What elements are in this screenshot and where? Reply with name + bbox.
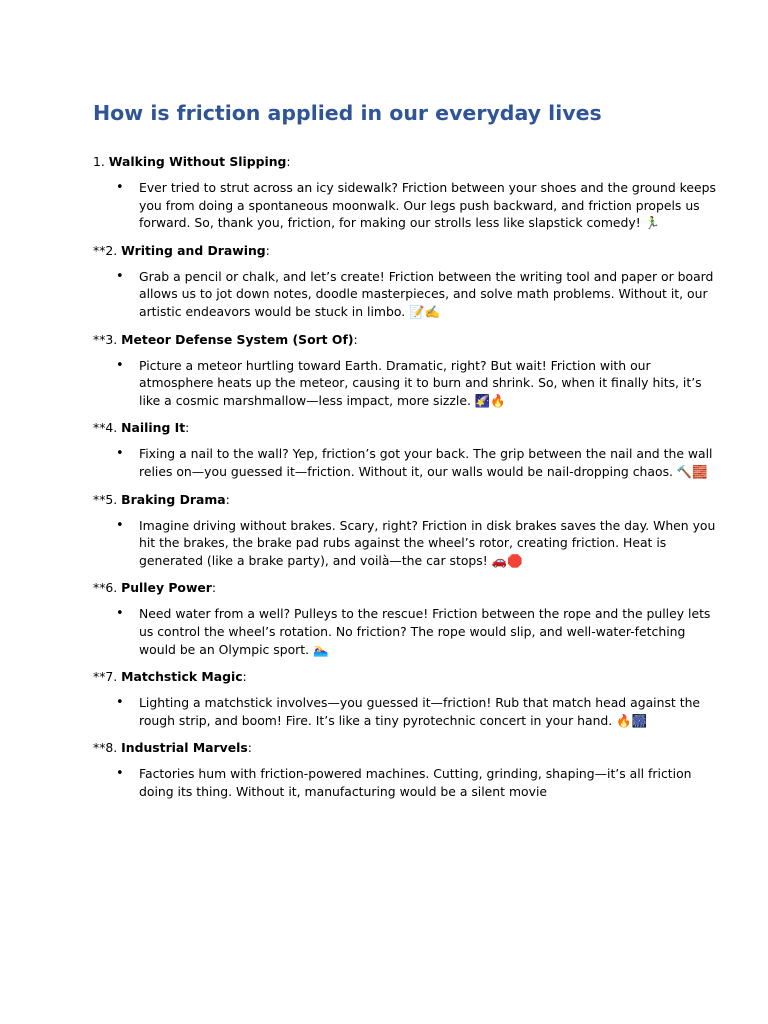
- section-term: Industrial Marvels: [121, 740, 248, 756]
- section-list: [93, 152, 716, 809]
- section-term: Meteor Defense System (Sort Of): [121, 331, 354, 347]
- bullet-icon: •: [116, 268, 124, 284]
- bullet-paragraph: [93, 179, 716, 232]
- section-colon: :: [265, 242, 270, 258]
- bullet-icon: •: [116, 695, 124, 711]
- section-heading: [93, 330, 683, 349]
- list-item: [93, 330, 702, 410]
- section-heading: [93, 152, 683, 171]
- paragraph-line: Ever tried to strut across an icy sidewalk? Friction between your shoes and the ground keeps: [139, 180, 716, 195]
- section-heading: [93, 418, 683, 437]
- paragraph-line: would be an Olympic sport. 🏊‍♀️: [139, 641, 329, 657]
- section-heading: [93, 490, 683, 509]
- section-colon: :: [247, 740, 252, 756]
- paragraph-line: doing its thing. Without it, manufacturing would be a silent movie: [139, 783, 548, 799]
- paragraph-line: Fixing a nail to the wall? Yep, friction’s got your back. The grip between the nail and the wall: [139, 446, 713, 462]
- list-item: [93, 418, 713, 480]
- section-number: **5.: [93, 491, 122, 507]
- section-heading: [93, 241, 683, 260]
- paragraph-line: relies on—you guessed it—friction. Without it, our walls would be nail-dropping chaos. 🔨🧱: [139, 463, 708, 479]
- list-item: [93, 667, 701, 729]
- bullet-paragraph: [93, 445, 713, 480]
- bullet-paragraph: [93, 694, 701, 729]
- paragraph-line: you from doing a spontaneous moonwalk. Our legs push backward, and friction propels us: [139, 197, 700, 213]
- section-number: **3.: [93, 331, 122, 347]
- paragraph-line: like a cosmic marshmallow—less impact, more sizzle. 🌠🔥: [139, 392, 506, 408]
- bullet-paragraph: [93, 765, 692, 800]
- bullet-icon: •: [116, 517, 124, 533]
- bullet-paragraph: [93, 357, 702, 410]
- section-term: Pulley Power: [121, 580, 212, 596]
- section-number: **7.: [93, 669, 122, 685]
- bullet-icon: •: [116, 357, 124, 373]
- section-heading: [93, 738, 683, 757]
- bullet-paragraph: [93, 517, 716, 570]
- section-number: **2.: [93, 242, 122, 258]
- list-item: [93, 152, 716, 232]
- paragraph-line: Factories hum with friction-powered machines. Cutting, grinding, shaping—it’s all friction: [139, 766, 692, 782]
- list-item: [93, 490, 716, 570]
- list-item: [93, 241, 714, 321]
- section-heading: [93, 667, 683, 686]
- section-colon: :: [211, 580, 217, 596]
- list-item: [93, 738, 692, 800]
- paragraph-line: generated (like a brake party), and voilà—the car stops! 🚗🛑: [139, 552, 523, 568]
- bullet-paragraph: [93, 605, 711, 658]
- list-item: [93, 578, 711, 658]
- page-title: How is friction applied in our everyday lives: [93, 101, 602, 125]
- section-colon: :: [242, 669, 247, 685]
- paragraph-line: hit the brakes, the brake pad rubs against the wheel’s rotor, creating friction. Heat is: [139, 535, 667, 551]
- paragraph-line: us control the wheel’s rotation. No friction? The rope would slip, and well-water-fetching: [139, 623, 686, 639]
- section-colon: :: [286, 154, 291, 169]
- paragraph-line: Imagine driving without brakes. Scary, right? Friction in disk brakes saves the day. When you: [139, 517, 716, 533]
- bullet-icon: •: [116, 446, 124, 462]
- paragraph-line: atmosphere heats up the meteor, causing it to burn and shrink. So, when it finally hits, it’s: [139, 375, 702, 391]
- section-colon: :: [185, 420, 190, 436]
- bullet-icon: •: [116, 606, 124, 622]
- paragraph-line: allows us to jot down notes, doodle masterpieces, and solve math problems. Without it, our: [139, 286, 708, 302]
- paragraph-line: Picture a meteor hurtling toward Earth. Dramatic, right? But wait! Friction with our: [139, 357, 651, 373]
- section-term: Braking Drama: [121, 491, 226, 507]
- section-heading: [93, 578, 683, 597]
- paragraph-line: rough strip, and boom! Fire. It’s like a tiny pyrotechnic concert in your hand. 🔥🎆: [139, 712, 648, 728]
- section-number: **8.: [93, 740, 122, 756]
- section-term: Matchstick Magic: [121, 669, 243, 685]
- paragraph-line: Lighting a matchstick involves—you guessed it—friction! Rub that match head against the: [139, 695, 701, 711]
- section-number: **4.: [93, 420, 122, 436]
- section-number: 1.: [93, 154, 109, 169]
- section-colon: :: [353, 331, 358, 347]
- paragraph-line: forward. So, thank you, friction, for making our strolls less like slapstick comedy! 🏃‍♂️: [139, 215, 661, 231]
- paragraph-line: Need water from a well? Pulleys to the rescue! Friction between the rope and the pulley lets: [139, 606, 711, 622]
- bullet-icon: •: [116, 766, 124, 782]
- paragraph-line: artistic endeavors would be stuck in limbo. 📝✍️: [139, 303, 440, 319]
- paragraph-line: Grab a pencil or chalk, and let’s create! Friction between the writing tool and paper or board: [139, 268, 714, 284]
- section-colon: :: [225, 491, 230, 507]
- section-number: **6.: [93, 580, 122, 596]
- section-term: Nailing It: [121, 420, 186, 436]
- bullet-paragraph: [93, 268, 714, 321]
- bullet-icon: •: [116, 180, 124, 195]
- section-term: Writing and Drawing: [121, 242, 266, 258]
- section-term: Walking Without Slipping: [108, 154, 287, 169]
